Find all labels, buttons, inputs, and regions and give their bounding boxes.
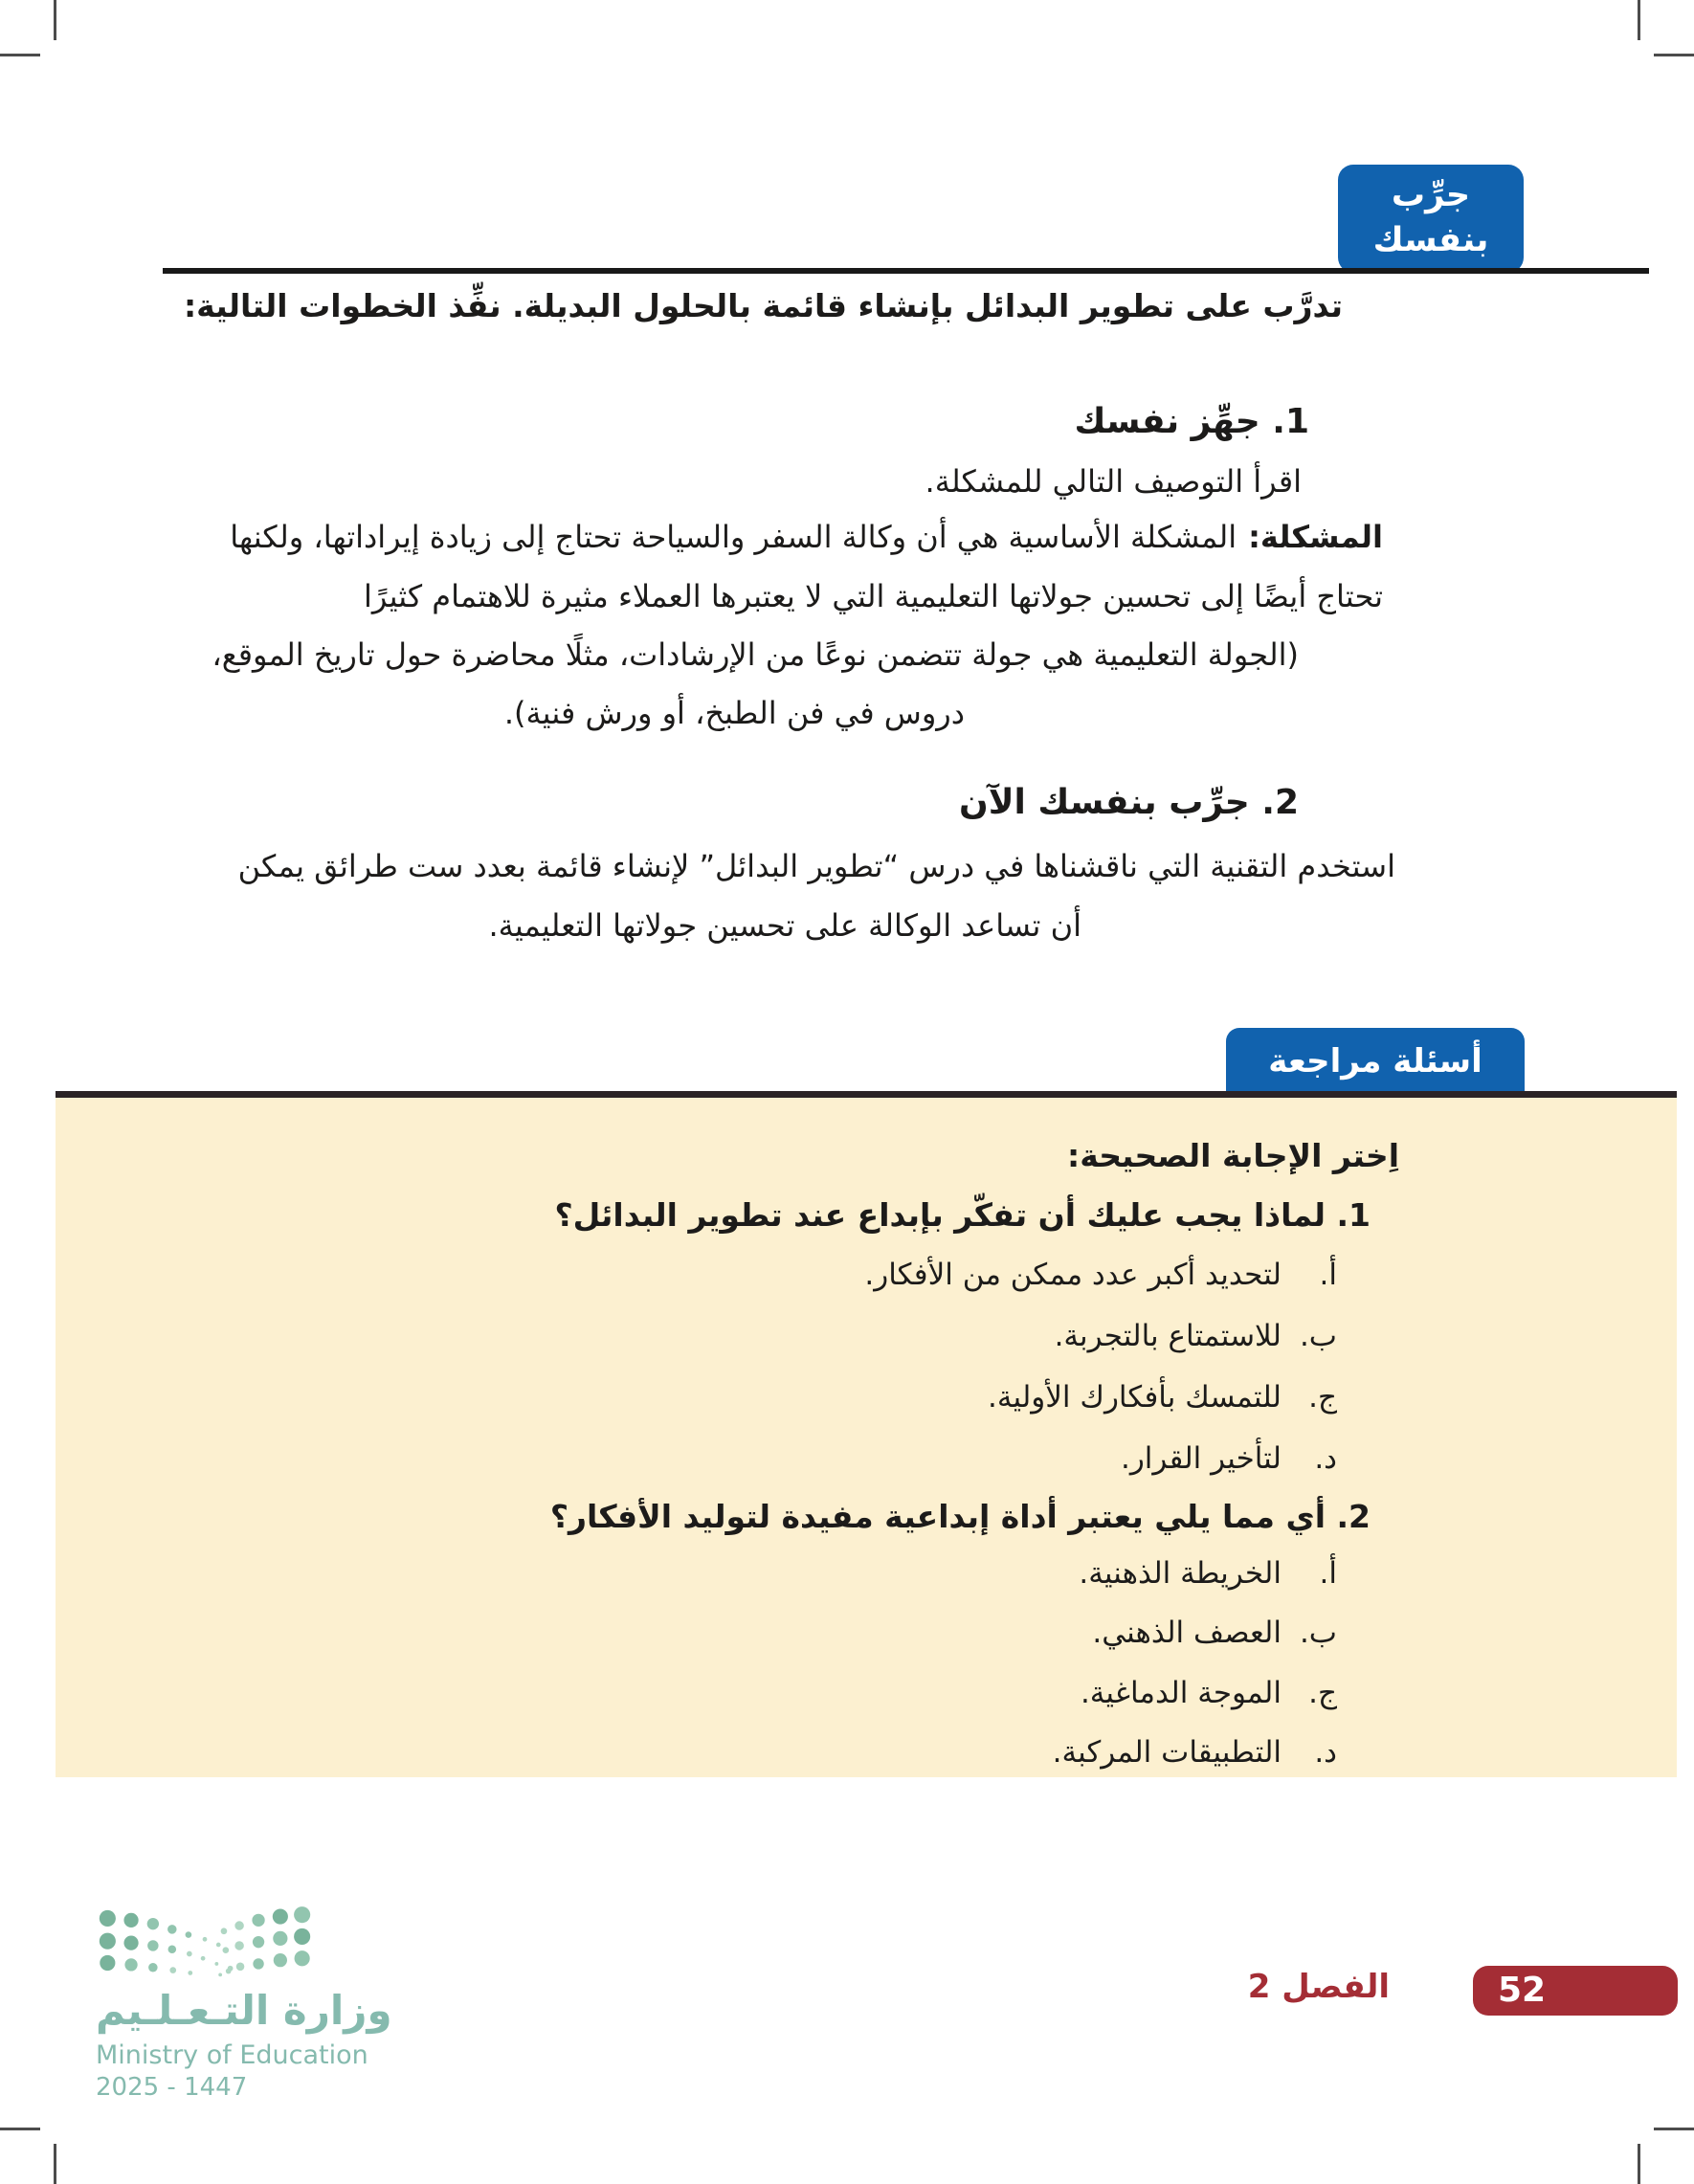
problem-line-1 xyxy=(230,519,1383,555)
review-questions-badge: أسئلة مراجعة xyxy=(1226,1028,1525,1092)
ministry-years: 2025 - 1447 xyxy=(96,2073,248,2102)
page-number: 52 xyxy=(1498,1971,1547,2010)
q2-option-d-letter: د. xyxy=(1314,1735,1337,1770)
problem-line-4: دروس في فن الطبخ، أو ورش فنية). xyxy=(503,695,965,731)
problem-line-1-text: المشكلة الأساسية هي أن وكالة السفر والسياحة تحتاج إلى زيادة إيراداتها، ولكنها xyxy=(230,519,1237,555)
crop-mark-bottom-right-v xyxy=(1638,2144,1640,2184)
crop-mark-bottom-right-h xyxy=(1654,2128,1694,2130)
ministry-name-arabic: وزارة التـعـلـيم xyxy=(96,1987,392,2034)
q2-option-d-text: التطبيقات المركبة. xyxy=(1052,1735,1282,1770)
crop-mark-bottom-left-v xyxy=(54,2144,56,2184)
crop-mark-top-left-h xyxy=(0,54,40,56)
try-yourself-badge-line1: جرِّب xyxy=(1391,176,1471,214)
q2-option-b xyxy=(1092,1616,1337,1650)
q1-option-c-text: للتمسك بأفكارك الأولية. xyxy=(988,1380,1282,1415)
q1-option-b-text: للاستمتاع بالتجربة. xyxy=(1054,1319,1282,1353)
chapter-label: الفصل 2 xyxy=(1247,1968,1390,2006)
q2-option-a xyxy=(1079,1556,1337,1591)
page-number-badge xyxy=(1473,1966,1678,2016)
q1-option-d-letter: د. xyxy=(1314,1441,1337,1476)
answer-prompt: اِختر الإجابة الصحيحة: xyxy=(1067,1137,1399,1174)
q1-option-b-letter: ب. xyxy=(1299,1319,1337,1353)
section-divider-line xyxy=(163,268,1649,274)
q2-option-b-text: العصف الذهني. xyxy=(1092,1616,1282,1650)
step1-title: 1. جهِّز نفسك xyxy=(1074,402,1309,441)
step2-line-1: استخدم التقنية التي ناقشناها في درس “تطوير البدائل” لإنشاء قائمة بعدد ست طرائق يمكن xyxy=(237,848,1395,884)
problem-label: المشكلة: xyxy=(1248,519,1383,555)
step2-line-2: أن تساعد الوكالة على تحسين جولاتها التعليمية. xyxy=(488,907,1081,944)
ministry-logo xyxy=(96,1906,314,1987)
q1-option-a xyxy=(864,1258,1337,1292)
question-2: 2. أي مما يلي يعتبر أداة إبداعية مفيدة لتوليد الأفكار؟ xyxy=(549,1498,1371,1535)
question-1: 1. لماذا يجب عليك أن تفكّر بإبداع عند تطوير البدائل؟ xyxy=(554,1196,1371,1234)
q2-option-c-text: الموجة الدماغية. xyxy=(1080,1676,1282,1710)
crop-mark-top-right-v xyxy=(1638,0,1640,40)
q1-option-d xyxy=(1121,1441,1337,1476)
crop-mark-top-right-h xyxy=(1654,54,1694,56)
ministry-logo-dots xyxy=(96,1906,314,1983)
crop-mark-bottom-left-h xyxy=(0,2128,40,2130)
q2-option-b-letter: ب. xyxy=(1299,1616,1337,1650)
q2-option-c-letter: ج. xyxy=(1308,1676,1337,1710)
review-questions-panel xyxy=(56,1091,1677,1777)
q2-option-c xyxy=(1081,1676,1337,1710)
problem-line-3: (الجولة التعليمية هي جولة تتضمن نوعًا من الإرشادات، مثلًا محاضرة حول تاريخ الموقع، xyxy=(212,636,1299,673)
try-yourself-badge-line2: بنفسك xyxy=(1372,221,1489,259)
q2-option-a-text: الخريطة الذهنية. xyxy=(1079,1556,1282,1591)
crop-mark-top-left-v xyxy=(54,0,56,40)
q1-option-c-letter: ج. xyxy=(1308,1380,1337,1415)
activity-intro: تدرَّب على تطوير البدائل بإنشاء قائمة بالحلول البديلة. نفِّذ الخطوات التالية: xyxy=(183,287,1343,324)
q1-option-a-letter: أ. xyxy=(1319,1258,1337,1292)
step1-lead: اقرأ التوصيف التالي للمشكلة. xyxy=(925,463,1302,500)
q1-option-c xyxy=(988,1380,1337,1415)
problem-line-2: تحتاج أيضًا إلى تحسين جولاتها التعليمية التي لا يعتبرها العملاء مثيرة للاهتمام كثيرًا xyxy=(364,578,1383,614)
q1-option-d-text: لتأخير القرار. xyxy=(1120,1441,1282,1476)
ministry-name-english: Ministry of Education xyxy=(96,2040,368,2070)
try-yourself-badge xyxy=(1338,165,1524,273)
q2-option-d xyxy=(1053,1735,1337,1770)
q1-option-b xyxy=(1055,1319,1337,1353)
q2-option-a-letter: أ. xyxy=(1319,1556,1337,1591)
q1-option-a-text: لتحديد أكبر عدد ممكن من الأفكار. xyxy=(864,1258,1282,1292)
step2-title: 2. جرِّب بنفسك الآن xyxy=(958,783,1299,822)
